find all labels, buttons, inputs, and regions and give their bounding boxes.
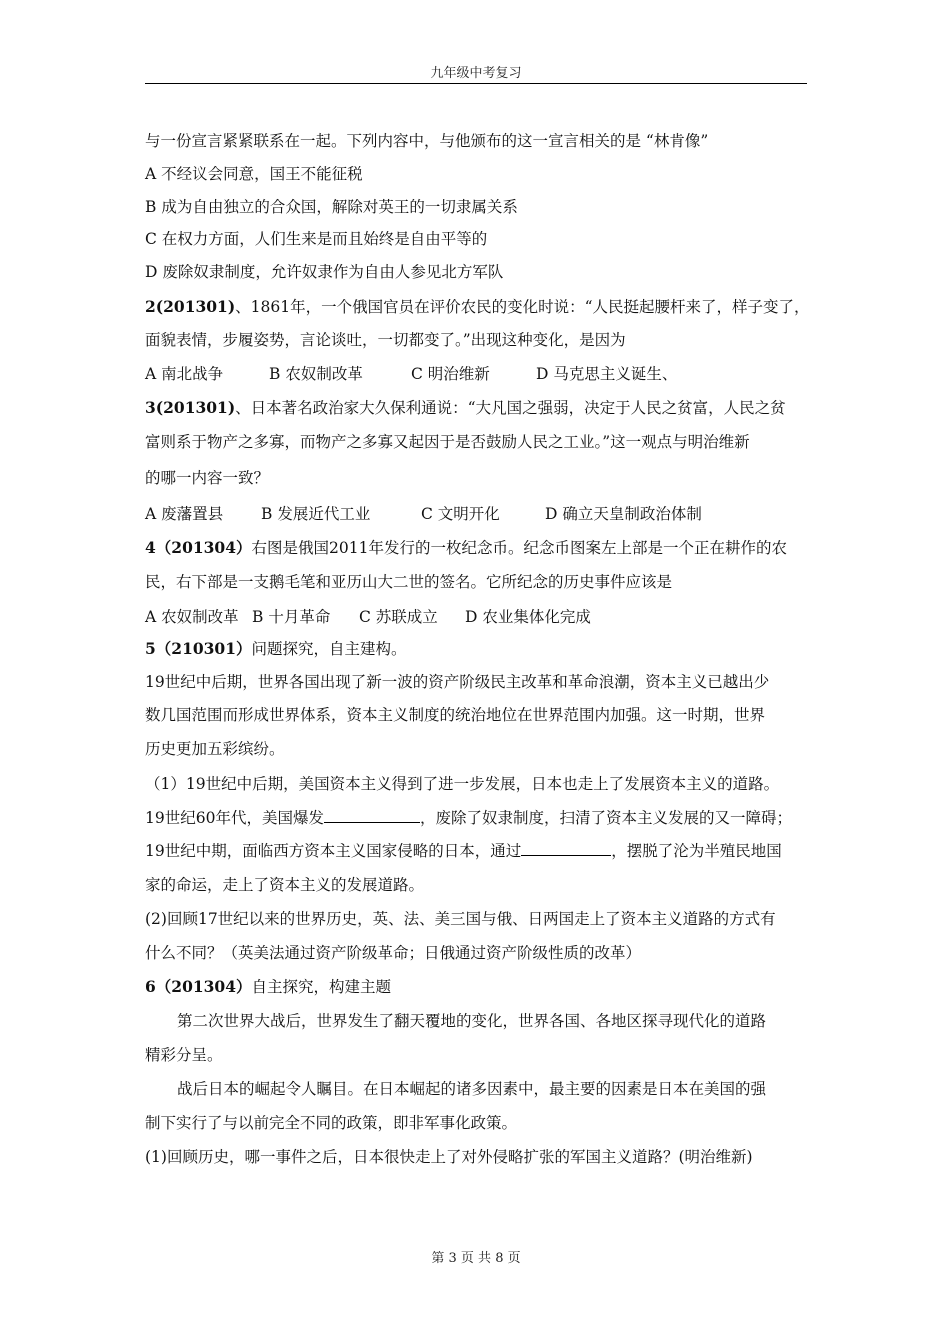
q3-option-d: D 确立天皇制政治体制 — [545, 505, 702, 523]
q2-option-a: A 南北战争 — [145, 365, 224, 383]
text-line: 与一份宣言紧紧联系在一起。下列内容中，与他颁布的这一宣言相关的是 “林肯像” — [145, 132, 709, 150]
question-5-intro2: 数几国范围而形成世界体系，资本主义制度的统治地位在世界范围内加强。这一时期，世界 — [145, 706, 766, 724]
fill1-suffix: ，废除了奴隶制度，扫清了资本主义发展的又一障碍； — [419, 809, 792, 827]
question-6-title: 自主探究，构建主题 — [251, 978, 392, 996]
fill2-prefix: 19世纪中期，面临西方资本主义国家侵略的日本，通过 — [145, 842, 522, 860]
question-5-label: 5（210301） — [145, 639, 252, 658]
question-4-text: 右图是俄国2011年发行的一枚纪念币。纪念币图案左上部是一个正在耕作的农 — [251, 539, 787, 557]
answer-blank-1[interactable] — [324, 807, 420, 823]
question-5-heading — [145, 638, 407, 660]
q3-option-b: B 发展近代工业 — [261, 505, 371, 523]
question-5-part1-end: 家的命运，走上了资本主义的发展道路。 — [145, 876, 425, 894]
question-2-line2: 面貌表情，步履姿势，言论谈吐，一切都变了。”出现这种变化，是因为 — [145, 331, 626, 349]
q3-option-c: C 文明开化 — [421, 505, 500, 523]
q4-option-d: D 农业集体化完成 — [465, 608, 591, 626]
question-6-para1b: 精彩分呈。 — [145, 1046, 223, 1064]
question-5-part2: (2)回顾17世纪以来的世界历史，英、法、美三国与俄、日两国走上了资本主义道路的方式有 — [145, 910, 776, 928]
question-5-fill2 — [145, 840, 782, 862]
question-3-line2: 富则系于物产之多寡，而物产之多寡又起因于是否鼓励人民之工业。”这一观点与明治维新 — [145, 433, 750, 451]
question-2-text: 、1861年，一个俄国官员在评价农民的变化时说：“人民挺起腰杆来了，样子变了， — [235, 298, 810, 316]
question-3-label: 3(201301) — [145, 398, 236, 417]
question-2-line1 — [145, 296, 810, 318]
question-3-line1 — [145, 397, 786, 419]
question-4-line2: 民，右下部是一支鹅毛笔和亚历山大二世的签名。它所纪念的历史事件应该是 — [145, 573, 673, 591]
page-header-title: 九年级中考复习 — [430, 66, 522, 81]
question-5-part2-answer: 什么不同？（英美法通过资产阶级革命；日俄通过资产阶级性质的改革） — [145, 944, 642, 962]
q4-option-c: C 苏联成立 — [359, 608, 438, 626]
question-6-para1a: 第二次世界大战后，世界发生了翻天覆地的变化，世界各国、各地区探寻现代化的道路 — [177, 1012, 767, 1030]
fill1-prefix: 19世纪60年代，美国爆发 — [145, 809, 324, 827]
question-3-line3: 的哪一内容一致？ — [145, 469, 270, 487]
question-6-label: 6（201304） — [145, 977, 252, 996]
option-b: B 成为自由独立的合众国，解除对英王的一切隶属关系 — [145, 198, 518, 216]
question-4-line1 — [145, 537, 787, 559]
q3-option-a: A 废藩置县 — [145, 505, 224, 523]
question-3-text: 、日本著名政治家大久保利通说：“大凡国之强弱，决定于人民之贫富，人民之贫 — [235, 399, 786, 417]
q2-option-b: B 农奴制改革 — [269, 365, 363, 383]
answer-blank-2[interactable] — [521, 840, 611, 856]
question-6-heading — [145, 976, 391, 998]
question-6-para2a: 战后日本的崛起令人瞩目。在日本崛起的诸多因素中，最主要的因素是日本在美国的强 — [177, 1080, 767, 1098]
q2-option-d: D 马克思主义诞生、 — [536, 365, 678, 383]
question-2-label: 2(201301) — [145, 297, 236, 316]
q4-option-a: A 农奴制改革 — [145, 608, 239, 626]
question-5-intro1: 19世纪中后期，世界各国出现了新一波的资产阶级民主改革和革命浪潮，资本主义已越出少 — [145, 673, 770, 691]
page-footer: 第 3 页 共 8 页 — [431, 1251, 521, 1266]
question-4-label: 4（201304） — [145, 538, 252, 557]
question-6-part1: (1)回顾历史，哪一事件之后，日本很快走上了对外侵略扩张的军国主义道路？(明治维新) — [145, 1148, 753, 1166]
question-5-fill1 — [145, 807, 792, 829]
fill2-suffix: ，摆脱了沦为半殖民地国 — [611, 842, 782, 860]
q2-option-c: C 明治维新 — [411, 365, 490, 383]
option-a: A 不经议会同意，国王不能征税 — [145, 165, 363, 183]
option-c: C 在权力方面，人们生来是而且始终是自由平等的 — [145, 230, 488, 248]
question-5-title: 问题探究，自主建构。 — [251, 640, 407, 658]
option-d: D 废除奴隶制度，允许奴隶作为自由人参见北方军队 — [145, 263, 504, 281]
question-6-para2b: 制下实行了与以前完全不同的政策，即非军事化政策。 — [145, 1114, 518, 1132]
header-rule — [145, 83, 807, 84]
question-5-intro3: 历史更加五彩缤纷。 — [145, 740, 285, 758]
q4-option-b: B 十月革命 — [252, 608, 331, 626]
question-5-part1: （1）19世纪中后期，美国资本主义得到了进一步发展，日本也走上了发展资本主义的道路。 — [145, 775, 780, 793]
